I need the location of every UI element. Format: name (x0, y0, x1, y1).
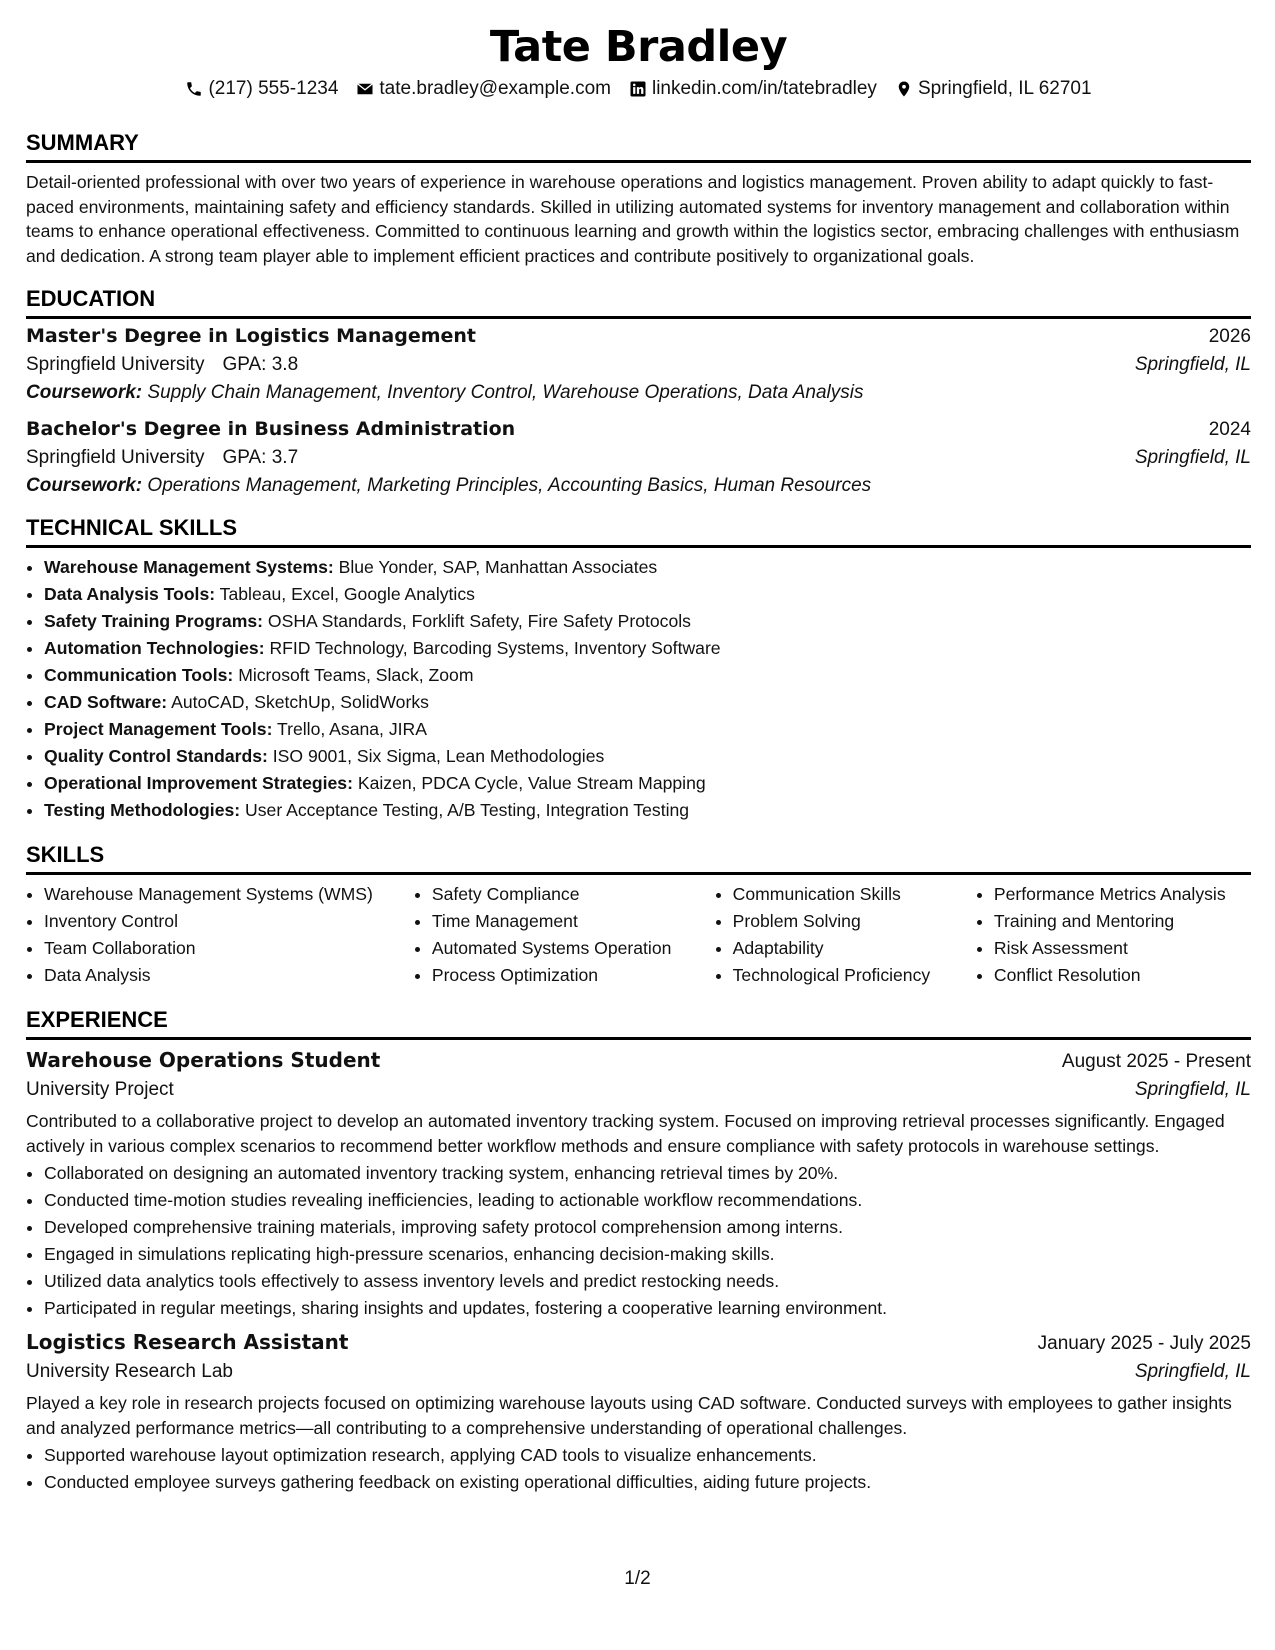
skills-column (414, 881, 715, 989)
skills-section (26, 842, 1251, 989)
list-item: • Safety Training Programs: OSHA Standards, Forklift Safety, Fire Safety Protocols (44, 608, 1251, 635)
list-item: • Automation Technologies: RFID Technology, Barcoding Systems, Inventory Software (44, 635, 1251, 662)
experience-section (26, 1007, 1251, 1496)
section-title-education: EDUCATION (26, 286, 1251, 319)
school-name: Springfield University (26, 447, 205, 468)
job-title: Logistics Research Assistant (26, 1330, 349, 1354)
list-item: • Operational Improvement Strategies: Kaizen, PDCA Cycle, Value Stream Mapping (44, 770, 1251, 797)
list-item: • Participated in regular meetings, sharing insights and updates, fostering a cooperative learning environment. (44, 1295, 1251, 1322)
list-item: • Technological Proficiency (733, 962, 976, 989)
list-item: • Adaptability (733, 935, 976, 962)
summary-section (26, 130, 1251, 268)
list-item: • Team Collaboration (44, 935, 414, 962)
coursework-list: Operations Management, Marketing Principles, Accounting Basics, Human Resources (147, 475, 872, 496)
resume-page (26, 0, 1251, 1496)
job-bullets (26, 1442, 1251, 1496)
email-text: tate.bradley@example.com (379, 78, 611, 99)
experience-entry (26, 1330, 1251, 1496)
education-entry (26, 325, 1251, 404)
degree-title: Bachelor's Degree in Business Administration (26, 418, 516, 440)
list-item: • Project Management Tools: Trello, Asana, JIRA (44, 716, 1251, 743)
phone-icon (185, 80, 203, 98)
gpa: GPA: 3.7 (222, 447, 299, 468)
job-location: Springfield, IL (1134, 1079, 1251, 1100)
section-title-summary: SUMMARY (26, 130, 1251, 163)
summary-text: Detail-oriented professional with over two years of experience in warehouse operations and logistics management. Proven ability to adapt quickly to fast-paced environments, maintaining safety and efficiency standards. Skilled in utilizing automated systems for inventory management and collaboration within teams to enhance operational effectiveness. Committed to continuous learning and growth within the logistics sector, embracing challenges with enthusiasm and dedication. A strong team player able to implement efficient practices and contribute positively to organizational goals. (26, 172, 1240, 266)
graduation-year: 2026 (1208, 326, 1251, 347)
education-section (26, 286, 1251, 497)
list-item: • Engaged in simulations replicating high-pressure scenarios, enhancing decision-making skills. (44, 1241, 1251, 1268)
job-title: Warehouse Operations Student (26, 1048, 381, 1072)
list-item: • Quality Control Standards: ISO 9001, Six Sigma, Lean Methodologies (44, 743, 1251, 770)
location-text: Springfield, IL 62701 (917, 78, 1092, 99)
job-dates: January 2025 - July 2025 (1037, 1333, 1251, 1354)
degree-title: Master's Degree in Logistics Management (26, 325, 477, 347)
list-item: • Communication Skills (733, 881, 976, 908)
skills-column (715, 881, 976, 989)
list-item: • Warehouse Management Systems (WMS) (44, 881, 414, 908)
list-item: • Testing Methodologies: User Acceptance Testing, A/B Testing, Integration Testing (44, 797, 1251, 824)
job-organization: University Project (26, 1079, 174, 1100)
job-description: Contributed to a collaborative project to develop an automated inventory tracking system. Focused on improving retrieval processes significantly. Engaged actively in various complex scenarios to recommend better workflow methods and ensure compliance with safety protocols in warehouse settings. (26, 1111, 1225, 1156)
list-item: • Data Analysis (44, 962, 414, 989)
linkedin-text: linkedin.com/in/tatebradley (651, 78, 877, 99)
list-item: • Communication Tools: Microsoft Teams, Slack, Zoom (44, 662, 1251, 689)
list-item: • Training and Mentoring (994, 908, 1251, 935)
school-location: Springfield, IL (1134, 447, 1251, 468)
coursework-list: Supply Chain Management, Inventory Control, Warehouse Operations, Data Analysis (147, 382, 864, 403)
section-title-experience: EXPERIENCE (26, 1007, 1251, 1040)
education-entry (26, 418, 1251, 497)
coursework (26, 475, 1251, 497)
list-item: • Inventory Control (44, 908, 414, 935)
map-pin-icon (895, 80, 913, 98)
list-item: • Supported warehouse layout optimization research, applying CAD tools to visualize enhancements. (44, 1442, 1251, 1469)
graduation-year: 2024 (1208, 419, 1251, 440)
list-item: • Collaborated on designing an automated inventory tracking system, enhancing retrieval times by 20%. (44, 1160, 1251, 1187)
list-item: • Process Optimization (432, 962, 715, 989)
list-item: • CAD Software: AutoCAD, SketchUp, SolidWorks (44, 689, 1251, 716)
contact-phone[interactable] (185, 78, 338, 100)
skills-grid (26, 881, 1251, 989)
school-name: Springfield University (26, 354, 205, 375)
envelope-icon (356, 80, 374, 98)
phone-text: (217) 555-1234 (208, 78, 339, 99)
skills-column (26, 881, 414, 989)
contact-linkedin[interactable] (629, 78, 877, 100)
section-title-skills: SKILLS (26, 842, 1251, 875)
job-organization: University Research Lab (26, 1361, 233, 1382)
list-item: • Risk Assessment (994, 935, 1251, 962)
gpa: GPA: 3.8 (222, 354, 299, 375)
list-item: • Performance Metrics Analysis (994, 881, 1251, 908)
contact-location (895, 78, 1092, 100)
list-item: • Conducted time-motion studies revealing inefficiencies, leading to actionable workflow recommendations. (44, 1187, 1251, 1214)
contact-bar (26, 78, 1251, 100)
list-item: • Automated Systems Operation (432, 935, 715, 962)
list-item: • Problem Solving (733, 908, 976, 935)
list-item: • Utilized data analytics tools effectively to assess inventory levels and predict restocking needs. (44, 1268, 1251, 1295)
coursework (26, 382, 1251, 404)
job-description: Played a key role in research projects focused on optimizing warehouse layouts using CAD software. Conducted surveys with employees to gather insights and analyzed performance metrics—all contributing to a comprehensive understanding of operational challenges. (26, 1393, 1232, 1438)
experience-entry (26, 1048, 1251, 1322)
skills-column (976, 881, 1251, 989)
list-item: • Conducted employee surveys gathering feedback on existing operational difficulties, aiding future projects. (44, 1469, 1251, 1496)
list-item: • Developed comprehensive training materials, improving safety protocol comprehension among interns. (44, 1214, 1251, 1241)
coursework-label: Coursework: (26, 382, 143, 403)
technical-skills-section (26, 515, 1251, 824)
list-item: • Warehouse Management Systems: Blue Yonder, SAP, Manhattan Associates (44, 554, 1251, 581)
technical-skills-list (26, 554, 1251, 824)
candidate-name: Tate Bradley (489, 22, 788, 72)
page-indicator: 1/2 (624, 1568, 651, 1589)
school-location: Springfield, IL (1134, 354, 1251, 375)
list-item: • Time Management (432, 908, 715, 935)
job-dates: August 2025 - Present (1061, 1051, 1251, 1072)
job-location: Springfield, IL (1134, 1361, 1251, 1382)
contact-email[interactable] (356, 78, 611, 100)
linkedin-icon (629, 80, 647, 98)
job-bullets (26, 1160, 1251, 1322)
coursework-label: Coursework: (26, 475, 143, 496)
list-item: • Data Analysis Tools: Tableau, Excel, Google Analytics (44, 581, 1251, 608)
list-item: • Conflict Resolution (994, 962, 1251, 989)
section-title-technical-skills: TECHNICAL SKILLS (26, 515, 1251, 548)
list-item: • Safety Compliance (432, 881, 715, 908)
